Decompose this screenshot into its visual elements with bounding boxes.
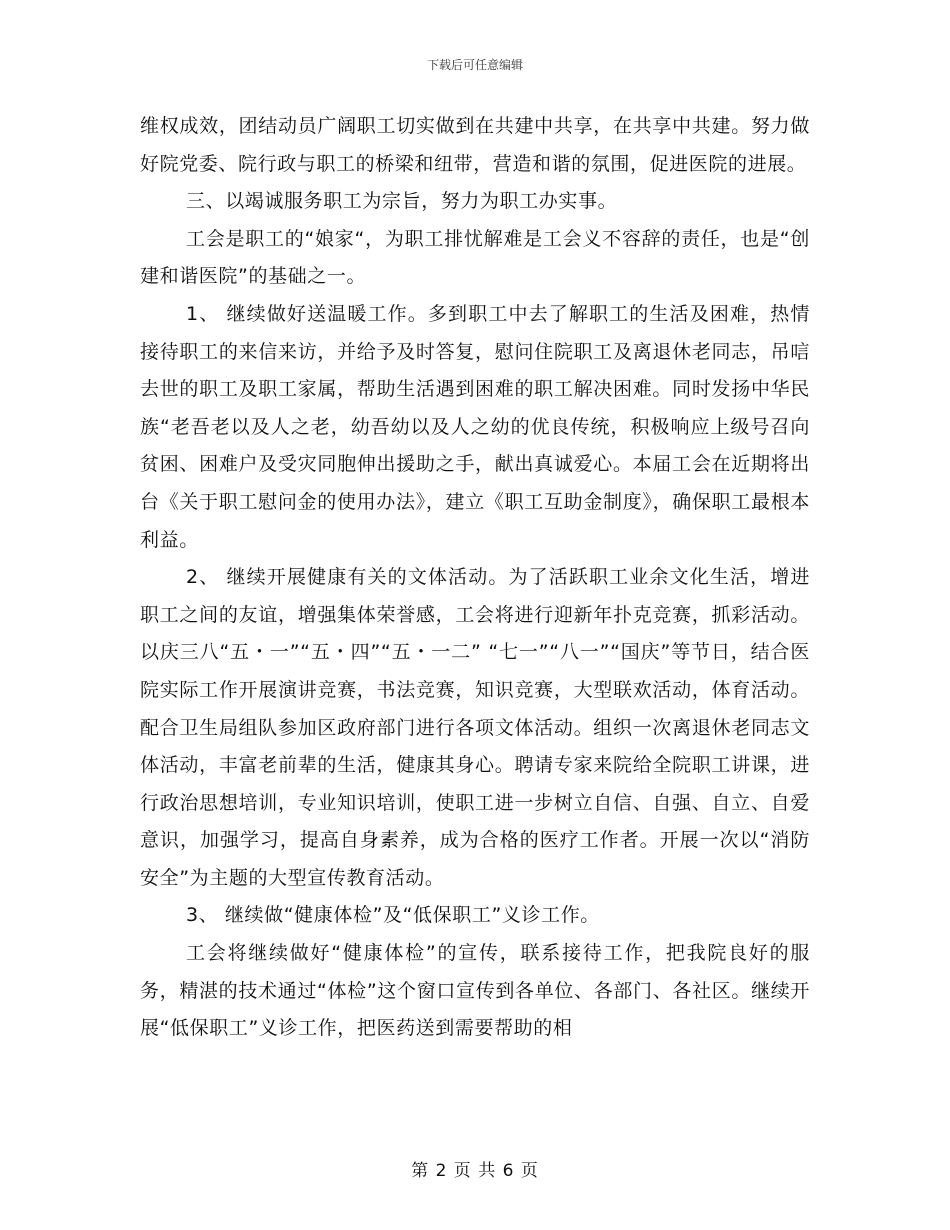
paragraph-item-3: 3、 继续做“健康体检”及“低保职工”义诊工作。 <box>186 904 600 927</box>
page-number: 第 2 页 共 6 页 <box>411 1161 539 1181</box>
paragraph: 维权成效，团结动员广阔职工切实做到在共建中共享，在共享中共建。努力做好院党委、院行政与职工的桥梁和纽带，营造和谐的氛围，促进医院的进展。 <box>140 115 810 175</box>
paragraph: 工会是职工的“娘家“，为职工排忧解难是工会义不容辞的责任，也是“创建和谐医院”的基础之一。 <box>140 227 810 288</box>
paragraph: 工会将继续做好“健康体检”的宣传，联系接待工作，把我院良好的服务，精湛的技术通过“体检”这个窗口宣传到各单位、各部门、各社区。继续开展“低保职工”义诊工作，把医药送到需要帮助的相 <box>140 942 810 1040</box>
section-heading: 三、以竭诚服务职工为宗旨，努力为职工办实事。 <box>186 190 618 213</box>
page-header: 下载后可任意编辑 <box>426 58 523 72</box>
paragraph-item-1: 1、 继续做好送温暖工作。多到职工中去了解职工的生活及困难，热情接待职工的来信来访，并给予及时答复，慰问住院职工及离退休老同志，吊唁去世的职工及职工家属，帮助生活遇到困难的职工解决困难。同时发扬中华民族“老吾老以及人之老，幼吾幼以及人之幼的优良传统，积极响应上级号召向贫困、困难户及受灾同胞伸出援助之手，献出真诚爱心。本届工会在近期将出台《关于职工慰问金的使用办法》，建立《职工互助金制度》，确保职工最根本利益。 <box>140 302 810 551</box>
paragraph-item-2: 2、 继续开展健康有关的文体活动。为了活跃职工业余文化生活，增进职工之间的友谊，增强集体荣誉感，工会将进行迎新年扑克竞赛，抓彩活动。以庆三八“五・一”“五・四”“五・一二” “七一”“八一”“国庆”等节日，结合医院实际工作开展演讲竞赛，书法竞赛，知识竞赛，大型联欢活动，体育活动。配合卫生局组队参加区政府部门进行各项文体活动。组织一次离退休老同志文体活动，丰富老前辈的生活，健康其身心。聘请专家来院给全院职工讲课，进行政治思想培训，专业知识培训，使职工进一步树立自信、自强、自立、自爱意识，加强学习，提高自身素养，成为合格的医疗工作者。开展一次以“消防安全”为主题的大型宣传教育活动。 <box>140 566 810 889</box>
document-body <box>140 108 810 1048</box>
